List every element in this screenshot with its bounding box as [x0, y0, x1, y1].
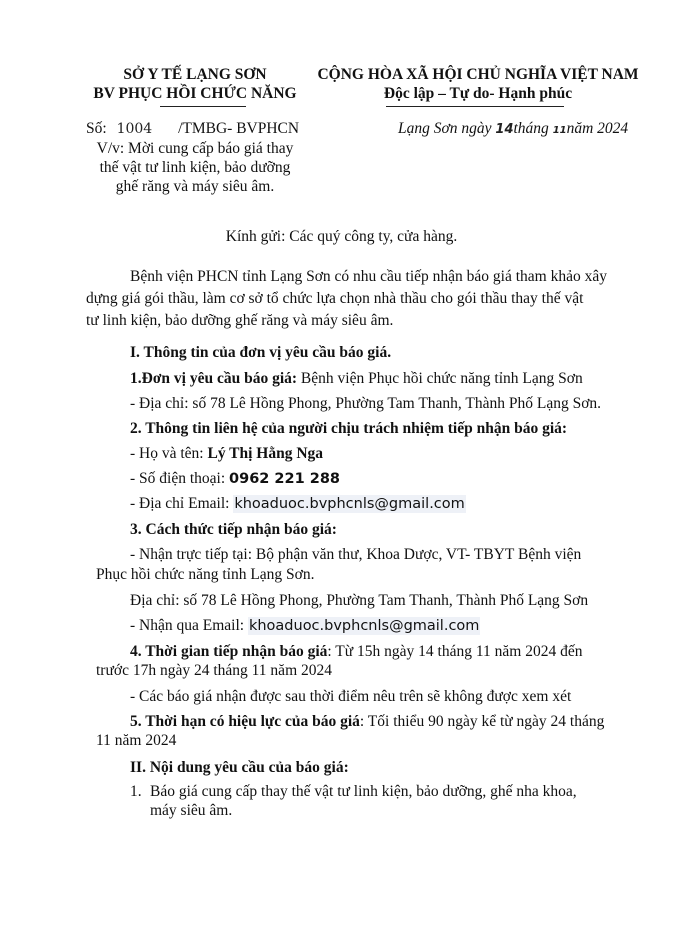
contact-email-link[interactable]: khoaduoc.bvphcnls@gmail.com: [234, 496, 465, 512]
requesting-unit: [130, 370, 583, 388]
quote-validity: [130, 713, 604, 731]
date-year: năm 2024: [566, 120, 629, 137]
date-month-word: tháng: [513, 120, 549, 137]
intro-line-3: tư linh kiện, bảo dưỡng ghế răng và máy siêu âm.: [86, 312, 394, 329]
late-quote-note: - Các báo giá nhận được sau thời điểm nêu trên sẽ không được xem xét: [130, 688, 572, 705]
receive-direct-line-2: Phục hồi chức năng tỉnh Lạng Sơn.: [96, 566, 315, 583]
contact-name: [130, 445, 323, 463]
requesting-unit-value: Bệnh viện Phục hồi chức năng tỉnh Lạng Sơn: [297, 370, 583, 387]
national-motto: Độc lập – Tự do- Hạnh phúc: [383, 85, 573, 102]
subject-line-3: ghế răng và máy siêu âm.: [115, 178, 275, 195]
receive-address: Địa chỉ: số 78 Lê Hồng Phong, Phường Tam Thanh, Thành Phố Lạng Sơn: [130, 592, 589, 609]
contact-name-label: - Họ và tên:: [130, 445, 208, 462]
contact-email: [130, 495, 466, 513]
issuer-name: BV PHỤC HỒI CHỨC NĂNG: [93, 85, 297, 102]
issuer-underline: [160, 106, 246, 107]
document-date: [398, 120, 628, 138]
requirement-item-line-1: Báo giá cung cấp thay thế vật tư linh kiện, bảo dưỡng, ghế nha khoa,: [150, 783, 577, 800]
receive-email-link[interactable]: khoaduoc.bvphcnls@gmail.com: [248, 618, 480, 634]
intro-line-2: dựng giá gói thầu, làm cơ sở tổ chức lựa chọn nhà thầu cho gói thầu thay thế vật: [86, 290, 584, 307]
date-place: Lạng Sơn ngày: [398, 120, 492, 137]
contact-email-label: - Địa chỉ Email:: [130, 495, 234, 512]
receipt-time-deadline: trước 17h ngày 24 tháng 11 năm 2024: [96, 662, 332, 679]
receive-email: [130, 617, 480, 635]
requirement-item-number: 1.: [130, 783, 142, 800]
contact-phone-value: 0962 221 288: [229, 471, 341, 487]
requesting-unit-label: 1.Đơn vị yêu cầu báo giá:: [130, 370, 298, 387]
section-2-heading: II. Nội dung yêu cầu của báo giá:: [130, 759, 349, 776]
subject-line-2: thế vật tư linh kiện, bảo dưỡng: [99, 159, 291, 176]
doc-number-suffix: /TMBG- BVPHCN: [178, 120, 300, 137]
date-month: 11: [552, 125, 567, 136]
intro-line-1: Bệnh viện PHCN tỉnh Lạng Sơn có nhu cầu tiếp nhận báo giá tham khảo xây: [130, 268, 607, 285]
date-day: 14: [495, 122, 514, 137]
doc-number-value: 1004: [116, 121, 153, 137]
contact-phone: [130, 470, 340, 488]
contact-phone-label: - Số điện thoại:: [130, 470, 230, 487]
receive-heading: 3. Cách thức tiếp nhận báo giá:: [130, 521, 337, 538]
document-number: [86, 120, 299, 138]
requirement-item-line-2: máy siêu âm.: [150, 802, 233, 819]
unit-address: - Địa chỉ: số 78 Lê Hồng Phong, Phường Tam Thanh, Thành Phố Lạng Sơn.: [130, 395, 602, 412]
greeting: Kính gửi: Các quý công ty, cửa hàng.: [225, 228, 458, 245]
motto-underline: [386, 106, 564, 107]
quote-validity-date: 11 năm 2024: [96, 732, 177, 749]
receipt-time-label: 4. Thời gian tiếp nhận báo giá: [130, 643, 328, 660]
contact-name-value: Lý Thị Hằng Nga: [207, 445, 324, 462]
receipt-time-range: : Từ 15h ngày 14 tháng 11 năm 2024 đến: [327, 643, 583, 660]
quote-validity-value: : Tối thiểu 90 ngày kể từ ngày 24 tháng: [359, 713, 605, 730]
national-title: CỘNG HÒA XÃ HỘI CHỦ NGHĨA VIỆT NAM: [317, 66, 639, 83]
quote-validity-label: 5. Thời hạn có hiệu lực của báo giá: [130, 713, 360, 730]
contact-heading: 2. Thông tin liên hệ của người chịu trách nhiệm tiếp nhận báo giá:: [130, 420, 568, 437]
receipt-time: [130, 643, 582, 661]
subject-line-1: V/v: Mời cung cấp báo giá thay: [96, 140, 294, 157]
receive-email-label: - Nhận qua Email:: [130, 617, 248, 634]
receive-direct-line-1: - Nhận trực tiếp tại: Bộ phận văn thư, Khoa Dược, VT- TBYT Bệnh viện: [130, 546, 582, 563]
doc-number-prefix: Số:: [86, 120, 107, 137]
section-1-heading: I. Thông tin của đơn vị yêu cầu báo giá.: [130, 344, 392, 361]
issuer-authority: SỞ Y TẾ LẠNG SƠN: [123, 66, 267, 83]
